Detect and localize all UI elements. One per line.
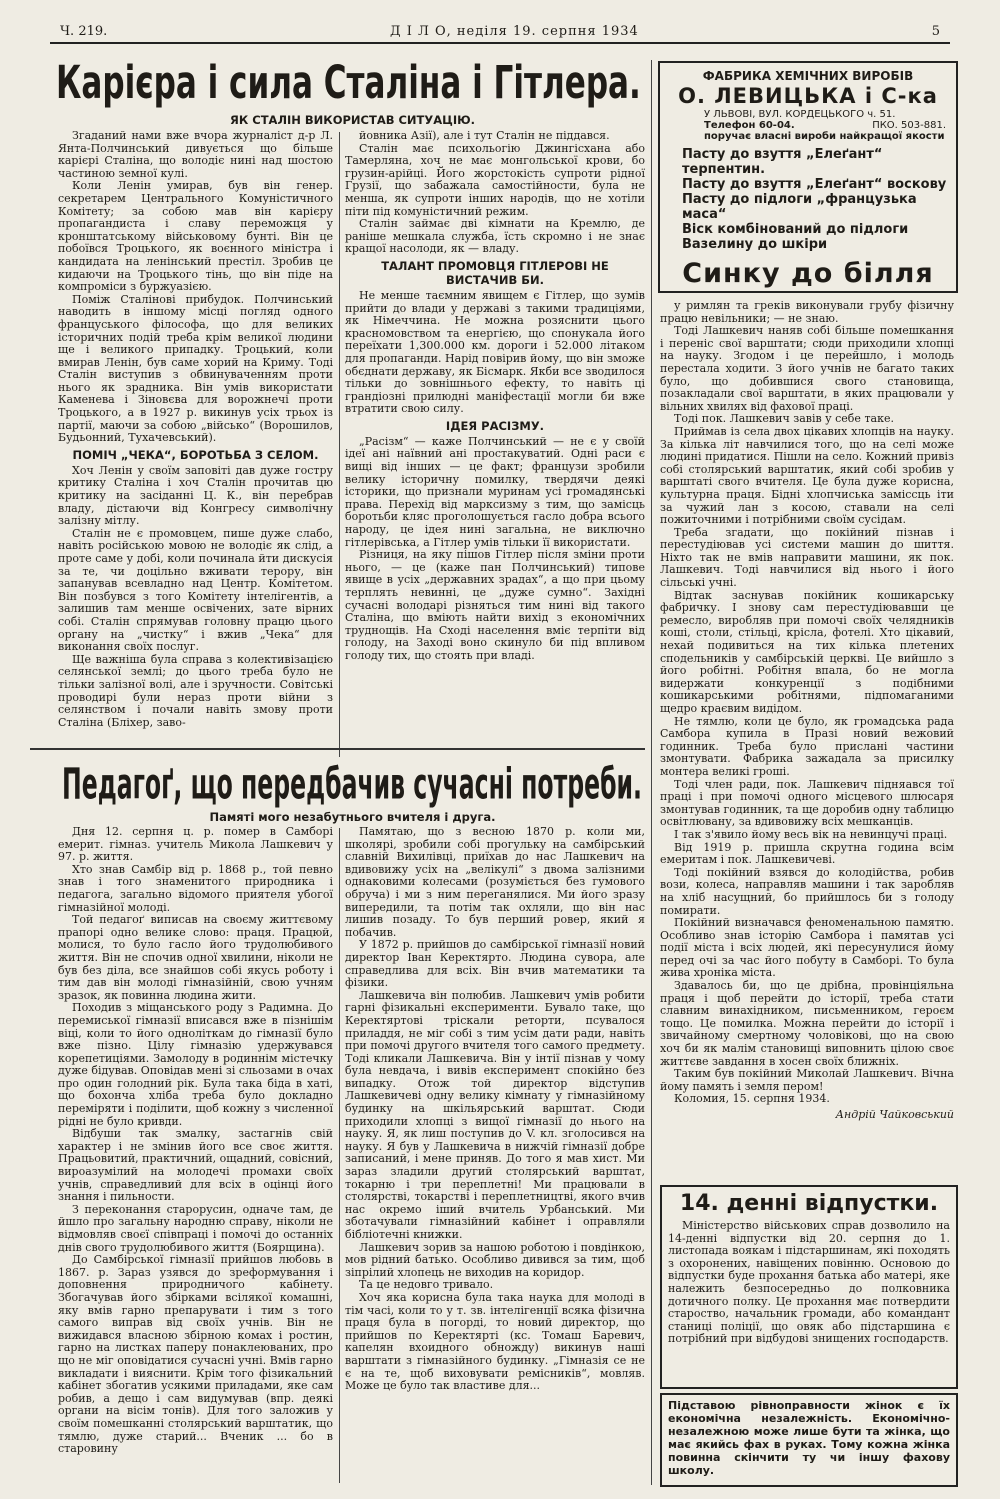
notice-women-box (660, 1393, 958, 1487)
article2-column-1 (58, 826, 333, 1486)
paragraph: Сталін не є промовцем, пише дуже слабо, навіть російською мовою не володіє як слід, а проте саме у добі, коли починала йти дискусія за те, чи доцільно вживати терору, він запанував всевладно над Центр. Комітетом. Він позбувся з того Комітету інтелігентів, а залишив там менше освічених, зате вірних собі. Сталін спрямував головну працю цього органу на „чистку“ і вжив „Чека“ для виконання своїх послуг. (58, 526, 333, 654)
article-title-pedagogue: Педагоґ, що передбачив сучасні потреби. (62, 758, 642, 809)
masthead: Д І Л О, неділя 19. серпня 1934 (390, 24, 639, 39)
paragraph: Різниця, на яку пішов Гітлер після зміни проти нього, — це (каже пан Полчинський) типове явище в усіх „державних зрадах“, а що при цьому терплять невинні, це „дуже сумно“. Західні сучасні володарі різняться тим нині від такого Сталіна, що вміють найти вихід з економічних труднощів. На Сході населення вміє терпіти від голоду, на Заході воно скинуло би під впливом голоду тих, що стоять при владі. (345, 548, 645, 662)
article-title-stalin-hitler: Карієра і сила Сталіна і Гітлера. (56, 58, 641, 110)
paragraph: Поміж Сталіновi прибудок. Полчинський наводить в іншому місці погляд одного француського філософа, що для великих історичних подій треба крім великої людини ще і великого припадку. Троцький, коли вмирав Ленін, був саме хорий на Криму. Тоді Сталін виступив з обвинуваченням проти нього як зрадника. Він умів використати Каменева і Зіновєва для ворожнечі проти Троцького, а в 1927 р. викинув усіх трьох із партії, маючи за собою „військо“ (Ворошилов, Будьонний, Тухачевський). (58, 292, 333, 445)
paragraph: Дня 12. серпня ц. р. помер в Самборі емерит. гімназ. учитель Микола Лашкевич у 97. р. життя. (58, 826, 333, 864)
paragraph: Тоді член ради, пок. Лашкевич підняався тої праці і при помочі одного місцевого шлюсаря змонтував годинник, та ще доробив одну таблицю освітлювану, за вдивовижу всіх мешканців. (660, 777, 954, 829)
paragraph: Згаданий нами вже вчора журналіст д-р Л. Янта-Полчинський дивується що більше карієрі Сталіна, що володіє нині над шостою частиною земної кулі. (58, 130, 333, 180)
ad-product: Вазелину до шкіри (682, 237, 828, 252)
ad-footer-mid (780, 291, 902, 293)
paragraph: Сталін займає дві кімнати на Кремлю, де раніше мешкала служба, їсть скромно і не знає кращої насолоди, як — владу. (345, 217, 645, 256)
paragraph: йовника Азії), але і тут Сталін не піддався. (359, 130, 610, 142)
paragraph: Хоч Ленін у своїм заповіті дав дуже гостру критику Сталіна і хоч Сталін прочитав цю критику на засіданні Ц. К., він перебрав владу, дістаючи від Конгресу символічну залізну мітлу. (58, 463, 333, 528)
ad-company: О. ЛЕВИЦЬКА і С-ка (678, 84, 938, 108)
paragraph: До Самбірської гімназії прийшов любовь в 1867. р. Зараз узявся до зреформування і доповнення природничого кабінету. Збогачував його збірками всілякої комашні, яку вмів гарно препарувати і тим з того самого виправ від своїх учнів. Він не вижидався власною збірною комах і ростин, гарно на листках паперу понаклеюваних, про що не міг оповідатися сучасні учні. Вмів гарно викладати і вияснити. Крім того фізикальний кабінет збогатив усякими приладами, яке сам робив, а дещо і сам видумував (впр. деякі органи на вісім тонів). Для того заложив у своїм помешканні столярський варштатик, що тямлю, дуже старий... Вченик ... бо в старовину (58, 1253, 333, 1456)
paragraph: Здавалось би, що це дрібна, провінціяльна праця і щоб перейти до історії, треба стати славним винахідником, письменником, героєм тощо. Це помилка. Можна перейти до історії і звичайному смертному чоловікові, що на свою хоч би як малім становищі виповнить цілою своє життєве завдання в хосен своїх ближніх. (660, 979, 954, 1068)
paragraph: Ще важніша була справа з колективізацією селянської землі; до цього треба було не тільки залізної волі, але і зручности. Совітські проводирі були нераз проти війни з селянством і почали навіть змову проти Сталіна (Бліхер, заво- (58, 652, 333, 729)
advertisement-levytska (658, 61, 958, 293)
paragraph: „Расізм“ — каже Полчинський — не є у своїй ідеї ані наївний ані простакуватий. Одні раси є вищі від інших — це факт; французи зробили велику історичну помилку, твердячи деякі історики, що признали муринам усі громадянські права. Перехід від марксизму з тим, що замісць боротьби кляс проголошується гасло добра всього народу, це ідея нині загальна, не виключно гітлерівська, а Гітлер умів тільки її використати. (345, 434, 645, 549)
notice-leave-box (660, 1185, 958, 1389)
issue-number: Ч. 219. (60, 24, 108, 39)
ad-footer-code (919, 291, 946, 293)
author-signature: Андрій Чайковський (835, 1108, 954, 1121)
ad-address: У ЛЬВОВІ, ВУЛ. КОРДЕЦЬКОГО ч. 51. (704, 109, 896, 120)
paragraph: Лашкевича він полюбив. Лашкевич умів робити гарні фізикальні експерименти. Бувало таке, що Керектяртові тріскали реторти, псувалося приладдя, не міг собі з тим усім дати ради, навіть при помочі другого вчителя того самого предмету. Тоді кликали Лашкевича. Він у інтії пізнав у чому була невдача, і вивів експеримент спокійно без випадку. Отож той директор відступив Лашкевичеві одну велику кімнату у гімназійному будинку на шкільярський варштат. Сюди приходили хлопці з вищої гімназії до нього на науку. Я, як лиш поступив до V. кл. зголосився на науку. Я був у Лашкевича в нижчій гімназії добре записаний, і мене приняв. До того я мав хист. Ми зараз зладили другий столярський варштат, токарню і три переплетні! Ми працювали в столярстві, токарстві і переплетництві, якого вчив нас окремо іший вчитель Урбанський. Ми зботачували гімназійний кабінет і оправляли бібліотечні книжки. (345, 988, 645, 1241)
ad-product: Пасту до підлоги „французька маса“ (682, 192, 917, 222)
ad-pko: ПКО. 503-881. (872, 120, 946, 131)
article2-column-2 (345, 826, 645, 1486)
article2-column-3 (660, 300, 954, 1180)
notice-text: Міністерство військових справ дозволило на 14-денні відпустки від 20. серпня до 1. листопада воякам і підстаршинам, які походять з охоронених, навіщених повінню. Основою до відпустки буде прохання батька або матері, яке належить безпосередньо до полковника дотичного полку. Це прохання має потвердити староство, начальник громади, або командант станиці поліції, що овяк або підстаршина є потрібний при відбудові знищених господарств. (668, 1219, 950, 1346)
article-subtitle: Памяті мого незабутнього вчителя і друга. (209, 810, 496, 824)
page-number: 5 (931, 24, 940, 39)
paragraph: Тоді Лашкевич наняв собі більше помешкання і переніс свої варштати; сюди приходили хлопці на науку. Згодом і це перейшло, і молодь перестала ходити. З його учнів не багато таких було, що добившися свого становища, позакладали свої варштати, в яких працювали у вільних хвилях від фахової праці. (660, 324, 954, 413)
paragraph: Хоч яка корисна була така наука для молоді в тім часі, коли то у т. зв. інтелігенції всяка фізична праця була в погорді, то новий директор, що прийшов по Керектярті (кс. Томаш Баревич, капелян вхоидного обножду) викинув наші варштати з гімназійного будинку. „Гімназія се не є на те, щоб виховувати ремісників“, мовляв. Може це було так властиве для... (345, 1290, 645, 1393)
section-heading: ПОМІЧ „ЧЕКА“, БОРОТЬБА З СЕЛОМ. (72, 447, 319, 462)
article1-column-1 (58, 130, 333, 760)
paragraph: Тоді пок. Лашкевич завів у себе таке. (674, 412, 894, 426)
paragraph: Відтак заснував покійник кошикарську фабричку. І знову сам перестудіювавши це ремесло, виробляв при помочі своїх челядників коші, столи, стільці, крісла, фотелі. Хто цікавий, нехай подивиться на тих кілька плетених сподельників у самбірській церкві. Це вийшло з його робітні. Робітня впала, бо не могла видержати конкуренції з подібними кошикарськими робітнями, підпомаганими щедро краєвим видідом. (660, 588, 954, 715)
paragraph: Хто знав Самбір від р. 1868 р., той певно знав і того знаменитого природника і педагога, загально відомого приятеля убогої гімназійної молоді. (58, 862, 333, 914)
ad-phone-row (660, 120, 956, 131)
ad-recommend: поручає власні вироби найкращої якости (704, 131, 945, 142)
paragraph: У 1872 р. прийшов до самбірської гімназії новий директор Іван Керектярто. Людина сувора, але справедлива для всіх. Він вчив математики та фізики. (345, 938, 645, 990)
paragraph: І так з'явило йому весь вік на невинцучі праці. (674, 827, 948, 841)
paragraph: Сталін має психольогію Джингісхана або Тамерляна, хоч не має монгольської крови, бо грузин-арійці. Його жорстокість супроти рідної Грузії, що забажала самостійности, була не менша, як супроти інших народів, що не хотіли піти під комуністичний режим. (345, 141, 645, 218)
article1-column-2 (345, 130, 645, 760)
dateline: Коломия, 15. серпня 1934. (674, 1092, 830, 1106)
ad-product: Пасту до взуття „Елеґант“ терпентин. (682, 147, 883, 177)
ad-big-line: Синку до білля (682, 258, 934, 289)
column-divider (651, 60, 652, 1485)
header-rule (50, 42, 950, 44)
paragraph: Треба згадати, що покійний пізнав і перестудіював усі системи машин до шиття. Ніхто так не вмів направити машини, як пок. Лашкевич. Тоді навчилися від нього і його сільські учні. (660, 525, 954, 590)
paragraph: Покійний визначався феноменальною памятю. Особливо знав історію Самбора і памятав усі події міста і всіх людей, які пересунулися йому перед очі за час його побуту в Самборі. То була жива хроніка міста. (660, 916, 954, 980)
paragraph: у римлян та греків виконували грубу фізичну працю невільники; — не знаю. (660, 300, 954, 325)
paragraph: Тоді покійний взявся до колодійства, робив вози, колеса, направляв машини і так заробляв на хліб насущний, бо прийшлось би з голоду помирати. (660, 865, 954, 917)
ad-product: Віск комбінований до підлоги (682, 222, 909, 237)
notice-text: Підставою рівноправности жінок є їх економічна незалежність. Економічно-незалежною може лише бути та жінка, що має якийсь фах в руках. Тому кожна жінка повинна скінчити ту чи іншу фахову школу. (668, 1399, 950, 1477)
paragraph: Таким був покійний Миколай Лашкевич. Вічна йому память і земля пером! (660, 1067, 954, 1093)
paragraph: Походив з міщанського роду з Радимна. До перемиської гімназії вписався вже в пізнішім віці, коли то його одноліткам до гімназії було вже пізно. Цілу гімназію удержувався корепетиціями. Замолоду в родиннім містечку дуже бідував. Оповідав мені зі сльозами в очах про один голодний рік. Була така біда в хаті, що бохонча хліба треба було докладно переміряти і поділити, щоб кожну з численної рідні не було кривди. (58, 1001, 333, 1128)
paragraph: Приймав із села двох цікавих хлопців на науку. За кілька літ навчилися того, що на селі може людині придатися. Пішли на село. Кожний привіз собі столярський варштатик, який собі зробив у варштаті свого вчителя. Це була дуже корисна, культурна праця. Бідні хлопчиська заміссць іти за чужий лан з косою, ставали на селі пожиточними і потрібними своїм сусідам. (660, 424, 954, 527)
paragraph: Памятаю, що з весною 1870 р. коли ми, школярі, зробили собі прогульку на самбірський славній Вихилівці, приїхав до нас Лашкевич на вдивовижу усіх на „велікулі“ з двома залізними однаковими колесами (розуміється без гумового обруча) і ми з ним переганялися. Ми його зразу випередили, та потім так охляли, що він нас лишив позаду. То був перший ровер, який я побачив. (345, 826, 645, 939)
ad-factory-line: ФАБРИКА ХЕМІЧНИХ ВИРОБІВ (702, 69, 914, 83)
column-divider (339, 828, 340, 1483)
paragraph: З переконання старорусин, одначе там, де йшло про загальну народню справу, ніколи не відмовляв своєї співпраці і помочі до останніх днів свого трудолюбивого життя (Боярщина). (58, 1202, 333, 1254)
paragraph: Лашкевич зорив за нашою роботою і повдінкою, мов рідний батько. Особливо дивився за тим, щоб зіпрілий хлопець не виходив на коридор. (345, 1240, 645, 1279)
section-heading: ТАЛАНТ ПРОМОВЦЯ ГІТЛЕРОВІ НЕ ВИСТАЧИВ БИ. (381, 258, 609, 287)
column-divider (339, 132, 340, 757)
article-divider (30, 748, 645, 750)
page-header (60, 24, 940, 40)
paragraph: Не менше таємним явищем є Гітлер, що зумів прийти до влади у державі з такими традиціями, як Німеччина. Не можна розяснити цього красномовством та енергією, що спонукала його переїхати 1,300.000 км. дороги і 52.000 літаком для пропаганди. Нарід повірив йому, що він зможе обєднати державу, як Бісмарк. Якби все зводилося тільки до зовнішнього ефекту, то навіть ці грандіозні прилюдні маніфестації могли би вже втратити свою силу. (345, 288, 645, 416)
article-subtitle: ЯК СТАЛІН ВИКОРИСТАВ СИТУАЦІЮ. (230, 113, 475, 127)
ad-footer-number (682, 291, 706, 293)
paragraph: Відбуши так змалку, застагнів свій характер і не змінив його все своє життя. Працьовитий, практичний, ощадний, совісний, вироазумілий на молодечі промахи своїх учнів, справедливий для всіх в оцінці його знання і пильности. (58, 1127, 333, 1204)
notice-title: 14. денні відпустки. (679, 1191, 939, 1216)
ad-footer-row (660, 291, 956, 293)
paragraph: Той педагоґ виписав на своєму життєвому прапорі одно велике слово: праця. Працюй, молися, то було гасло його трудолюбивого життя. Він не спочив одної хвилини, ніколи не був без діла, все знайшов собі якусь роботу і тим дав він молоді гімназійній, свою учням зразок, як повинна людина жити. (58, 913, 333, 1002)
paragraph: Коли Ленін умирав, був він генер. секретарем Центрального Комуністичного Комітету; за собою мав він карієру пропагандиста і славу переможця у кронштатському військовому бунті. Він це побоївся Троцького, як воєнного міністра і кандидата на ленінський престіл. Зробив це кидаючи на Троцького тінь, що він піде на компроміси з буржуазією. (58, 179, 333, 294)
paragraph: Від 1919 р. пришла скрутна година всім емеритам і пок. Лашкевичеві. (660, 840, 954, 867)
paragraph: Не тямлю, коли це було, як громадська рада Самбора купила в Празі новий вежовий годинник. Треба було прислані частини змонтувати. Фабрика зажадала за присилку монтера великі гроші. (660, 714, 954, 778)
section-heading: ІДЕЯ РАСІЗМУ. (445, 418, 545, 433)
ad-product: Пасту до взуття „Елеґант“ воскову (682, 177, 947, 192)
ad-phone: Телефон 60-04. (704, 120, 795, 131)
paragraph: Та це недовго тривало. (359, 1278, 494, 1292)
